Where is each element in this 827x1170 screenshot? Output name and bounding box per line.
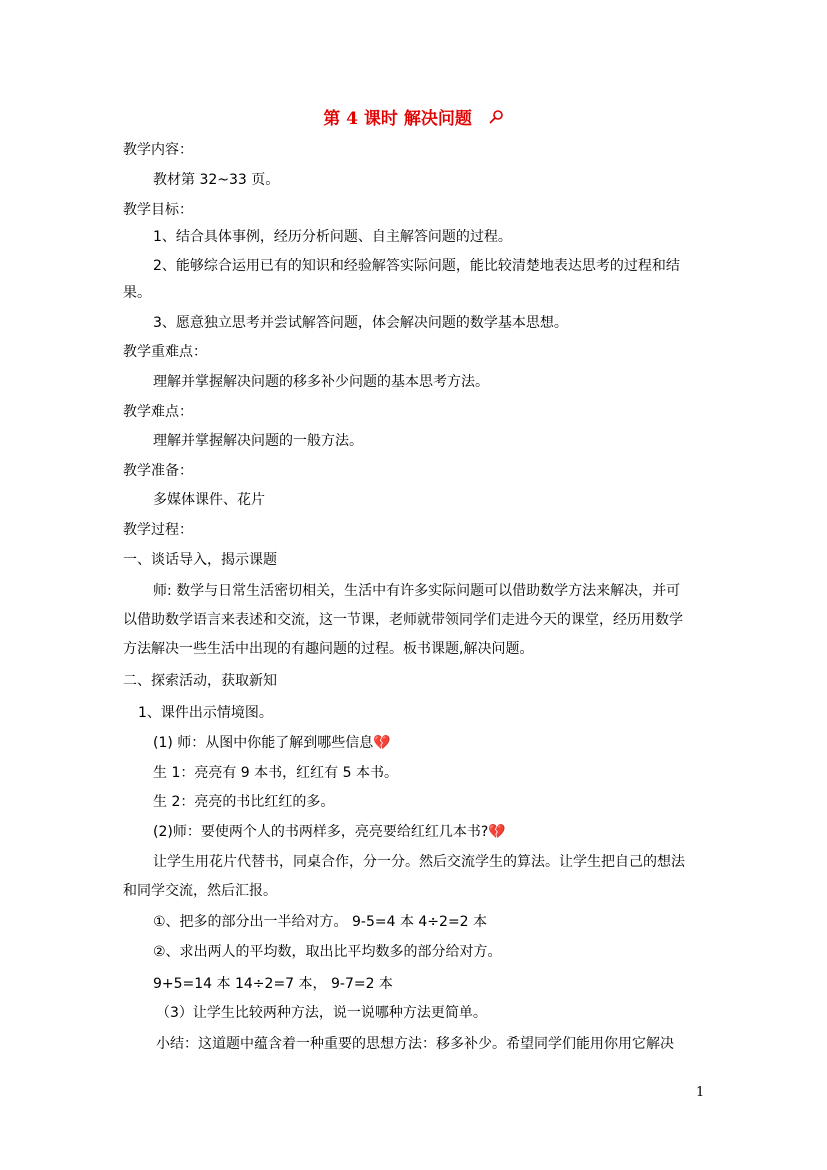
heading-key-points: 教学重难点： [123, 344, 207, 360]
method-2-calc: 9+5=14 本 14÷2=7 本， 9-7=2 本 [153, 976, 393, 992]
intro-paragraph-1: 师: 数学与日常生活密切相关，生活中有许多实际问题可以借助数学方法来解决，并可 [153, 583, 681, 599]
textbook-pages: 教材第 32~33 页。 [153, 172, 280, 188]
activity-paragraph-2: 和同学交流，然后汇报。 [123, 883, 277, 899]
heading-process: 教学过程： [123, 522, 193, 538]
student-2-answer: 生 2：亮亮的书比红红的多。 [153, 794, 335, 810]
broken-heart-icon: 💔 [373, 735, 391, 751]
objective-3: 3、愿意独立思考并尝试解答问题，体会解决问题的数学基本思想。 [153, 315, 568, 331]
heading-difficulties: 教学难点： [123, 404, 193, 420]
summary: 小结：这道题中蕴含着一种重要的思想方法：移多补少。希望同学们能用你用它解决 [156, 1036, 674, 1052]
objective-1: 1、结合具体事例，经历分析问题、自主解答问题的过程。 [153, 229, 512, 245]
intro-paragraph-2: 以借助数学语言来表述和交流，这一节课，老师就带领同学们走进今天的课堂，经历用数学 [123, 612, 683, 628]
objective-2-cont: 果。 [123, 285, 151, 301]
section-1-heading: 一、谈话导入，揭示课题 [123, 552, 277, 568]
heading-objectives: 教学目标： [123, 202, 193, 218]
objective-2: 2、能够综合运用已有的知识和经验解答实际问题，能比较清楚地表达思考的过程和结 [153, 258, 680, 274]
question-2-text: (2)师：要使两个人的书两样多，亮亮要给红红几本书? [153, 824, 489, 840]
compare-methods: （3）让学生比较两种方法，说一说哪种方法更简单。 [156, 1005, 487, 1021]
activity-paragraph-1: 让学生用花片代替书，同桌合作，分一分。然后交流学生的算法。让学生把自己的想法 [153, 854, 685, 870]
key-points-text: 理解并掌握解决问题的移多补少问题的基本思考方法。 [153, 374, 489, 390]
heading-preparation: 教学准备： [123, 463, 193, 479]
broken-heart-icon: 💔 [488, 824, 506, 840]
preparation-text: 多媒体课件、花片 [153, 492, 265, 508]
page-number: 1 [696, 1085, 705, 1100]
question-2 [153, 823, 506, 841]
magnifier-icon [488, 109, 504, 130]
intro-paragraph-3: 方法解决一些生活中出现的有趣问题的过程。板书课题,解决问题。 [123, 641, 534, 657]
step-1: 1、课件出示情境图。 [138, 705, 273, 721]
method-2: ②、求出两人的平均数，取出比平均数多的部分给对方。 [153, 944, 502, 960]
difficulties-text: 理解并掌握解决问题的一般方法。 [153, 433, 363, 449]
student-1-answer: 生 1：亮亮有 9 本书，红红有 5 本书。 [153, 765, 398, 781]
question-1 [153, 734, 391, 752]
method-1: ①、把多的部分出一半给对方。 9-5=4 本 4÷2=2 本 [153, 914, 488, 930]
lesson-title-text: 第 4 课时 解决问题 [323, 109, 472, 129]
section-2-heading: 二、探索活动，获取新知 [123, 673, 277, 689]
question-1-text: (1) 师：从图中你能了解到哪些信息 [153, 735, 374, 751]
heading-content: 教学内容： [123, 142, 193, 158]
lesson-title [0, 104, 827, 130]
